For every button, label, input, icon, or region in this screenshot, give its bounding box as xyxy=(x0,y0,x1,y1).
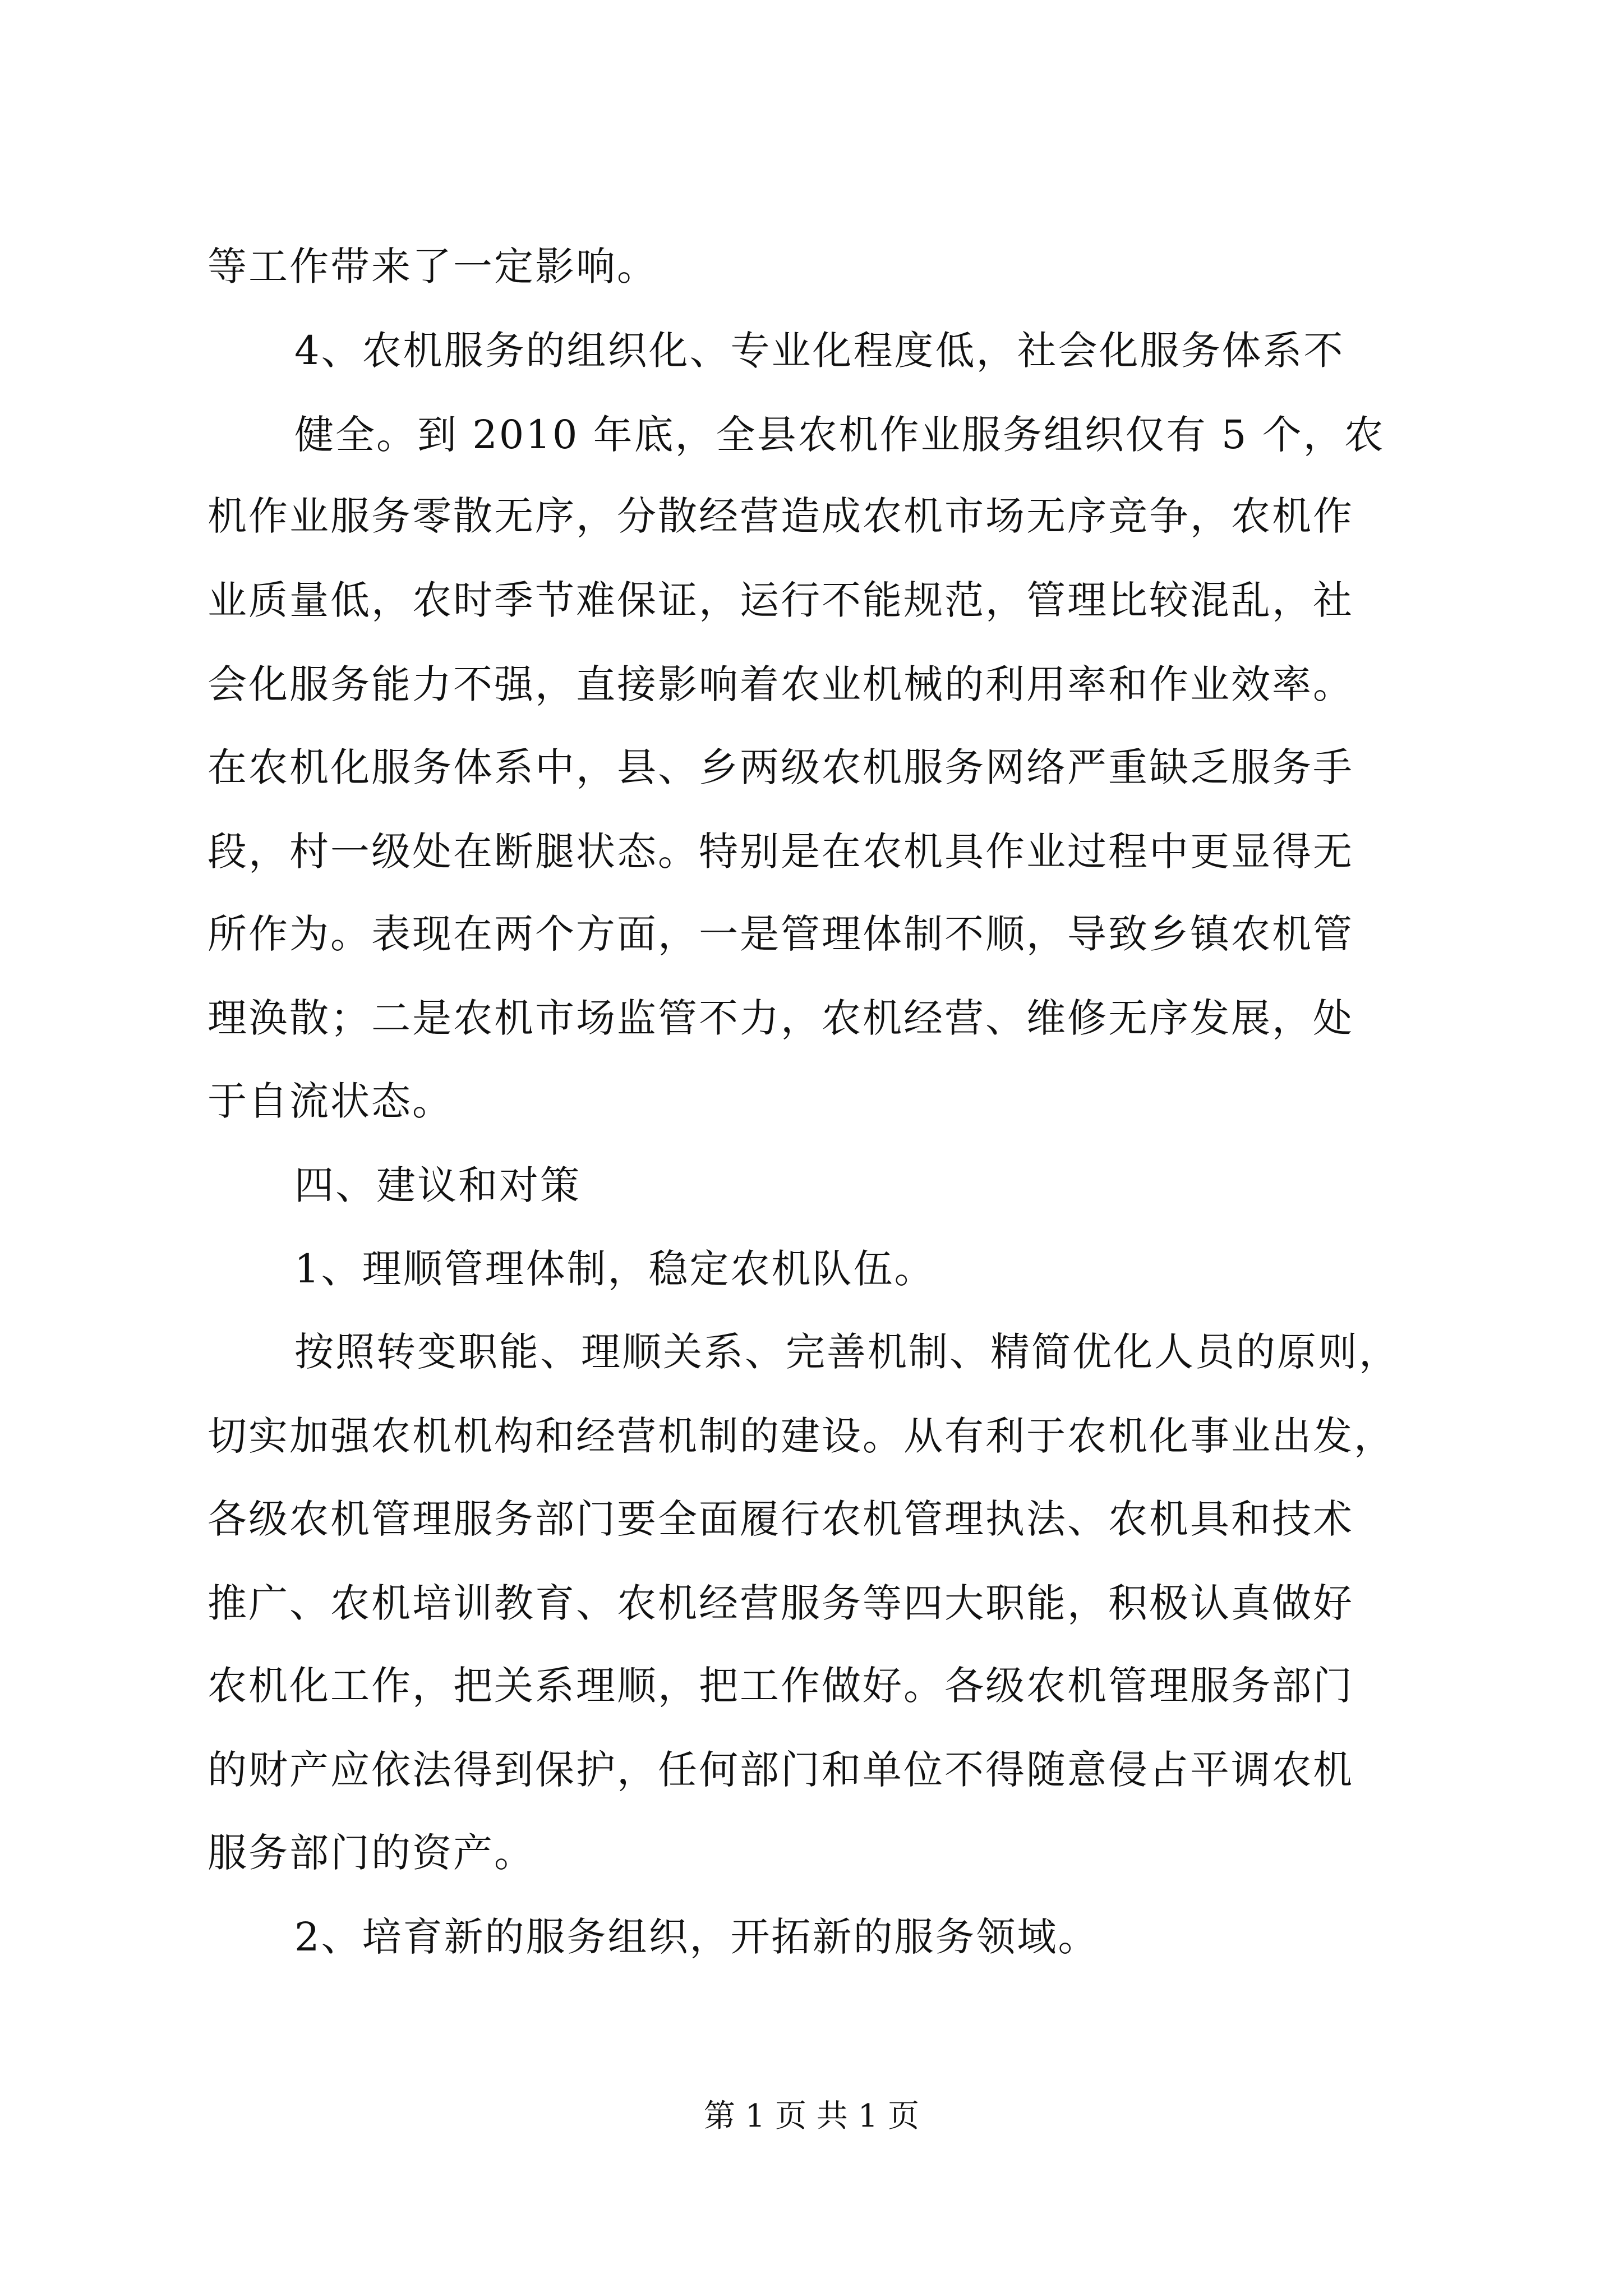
text-line: 机作业服务零散无序，分散经营造成农机市场无序竞争，农机作 xyxy=(208,493,1354,539)
text-line: 于自流状态。 xyxy=(208,1078,453,1124)
text-line: 会化服务能力不强，直接影响着农业机械的利用率和作业效率。 xyxy=(208,661,1354,707)
text-line: 推广、农机培训教育、农机经营服务等四大职能，积极认真做好 xyxy=(208,1580,1354,1626)
text-line: 健全。到 2010 年底，全县农机作业服务组织仅有 5 个，农 xyxy=(294,412,1385,458)
text-line: 在农机化服务体系中，县、乡两级农机服务网络严重缺乏服务手 xyxy=(208,744,1354,790)
subheading: 1、理顺管理体制，稳定农机队伍。 xyxy=(294,1246,935,1292)
text-line: 切实加强农机机构和经营机制的建设。从有利于农机化事业出发， xyxy=(208,1413,1395,1459)
text-line: 的财产应依法得到保护，任何部门和单位不得随意侵占平调农机 xyxy=(208,1747,1354,1793)
subheading: 2、培育新的服务组织，开拓新的服务领域。 xyxy=(294,1914,1099,1960)
text-line: 服务部门的资产。 xyxy=(208,1830,535,1876)
text-line: 业质量低，农时季节难保证，运行不能规范，管理比较混乱，社 xyxy=(208,577,1354,623)
text-line: 段，村一级处在断腿状态。特别是在农机具作业过程中更显得无 xyxy=(208,829,1354,875)
text-line: 4、农机服务的组织化、专业化程度低，社会化服务体系不 xyxy=(294,328,1345,374)
page-footer: 第 1 页 共 1 页 xyxy=(703,2098,920,2134)
text-line: 各级农机管理服务部门要全面履行农机管理执法、农机具和技术 xyxy=(208,1496,1354,1542)
section-heading: 四、建议和对策 xyxy=(294,1162,581,1208)
text-line: 按照转变职能、理顺关系、完善机制、精简优化人员的原则， xyxy=(294,1329,1400,1375)
text-line: 理涣散；二是农机市场监管不力，农机经营、维修无序发展，处 xyxy=(208,995,1354,1041)
text-line: 所作为。表现在两个方面，一是管理体制不顺，导致乡镇农机管 xyxy=(208,911,1354,957)
text-line: 农机化工作，把关系理顺，把工作做好。各级农机管理服务部门 xyxy=(208,1663,1354,1709)
text-line: 等工作带来了一定影响。 xyxy=(208,243,658,289)
